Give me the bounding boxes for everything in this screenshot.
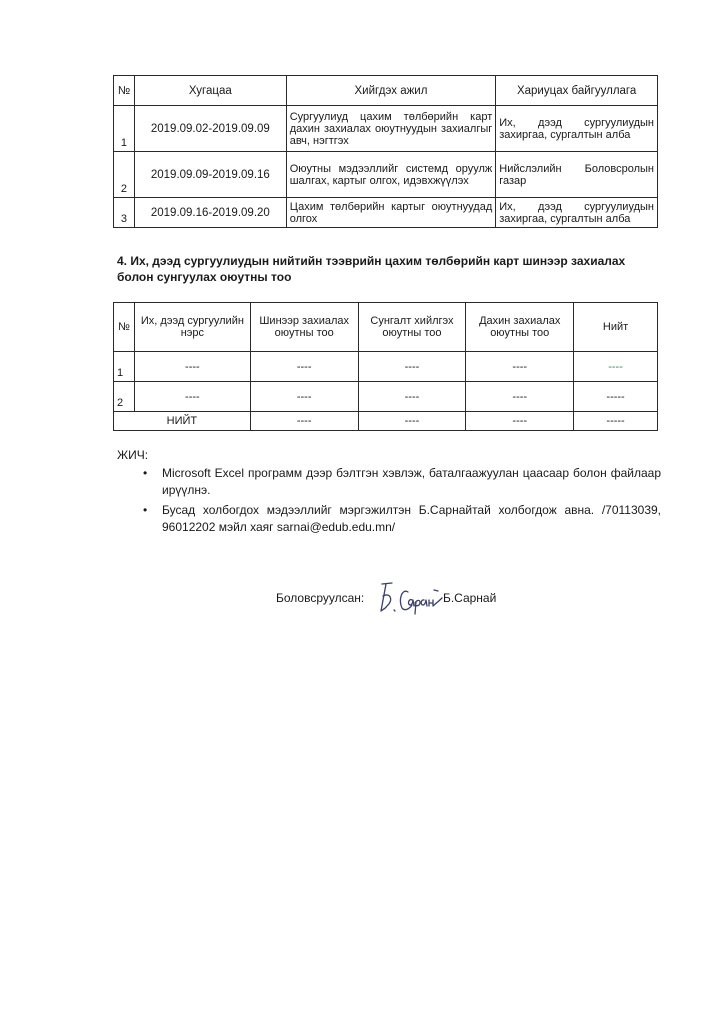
column-header: Их, дээд сургуулийн нэрс [134,303,250,352]
signature-line [276,578,496,618]
note-list [143,465,661,539]
school-cell: ---- [134,382,250,412]
column-header: № [114,76,135,106]
responsible-cell: Их, дээд сургуулиудын захиргаа, сургалтын алба [496,198,658,228]
column-header: № [114,303,135,352]
extend-count-cell: ---- [358,382,466,412]
list-item [143,465,661,499]
column-header: Нийт [574,303,658,352]
total-count-cell: ---- [574,352,658,382]
total-count-cell: ----- [574,382,658,412]
task-cell: Сургуулиуд цахим төлбөрийн карт дахин захиалах оюутнуудын захиалгыг авч, нэгтгэх [286,106,496,152]
note-text: Microsoft Excel программ дээр бэлтгэн хэвлэж, баталгаажуулан цаасаар болон файлаар ирүүлнэ. [162,466,661,497]
responsible-cell: Их, дээд сургуулиудын захиргаа, сургалтын алба [496,106,658,152]
new-count-cell: ---- [250,382,358,412]
school-cell: ---- [134,352,250,382]
schedule-table [113,75,658,228]
period-cell: 2019.09.02-2019.09.09 [134,106,286,152]
row-number: 3 [114,198,135,228]
row-number: 2 [114,152,135,198]
row-number: 2 [114,382,135,412]
reorder-count-cell: ---- [466,412,574,431]
student-count-table [113,302,658,431]
column-header: Хариуцах байгууллага [496,76,658,106]
note-text: Бусад холбогдох мэдээллийг мэргэжилтэн Б.Сарнайтай холбогдож авна. /70113039, 96012202 мэйл хаяг sarnai@edub.edu.mn/ [162,503,661,534]
extend-count-cell: ---- [358,412,466,431]
responsible-cell: Нийслэлийн Боловсролын газар [496,152,658,198]
table-row [114,198,658,228]
table-row [114,106,658,152]
note-label: ЖИЧ: [117,448,149,462]
period-cell: 2019.09.16-2019.09.20 [134,198,286,228]
table-row [114,382,658,412]
list-item [143,502,661,536]
task-cell: Цахим төлбөрийн картыг оюутнуудад олгох [286,198,496,228]
total-count-cell: ----- [574,412,658,431]
column-header: Дахин захиалах оюутны тоо [466,303,574,352]
table-row [114,152,658,198]
table-header-row [114,76,658,106]
table-header-row [114,303,658,352]
column-header: Шинээр захиалах оюутны тоо [250,303,358,352]
bullet: • [143,466,148,480]
total-label: НИЙТ [114,412,251,431]
total-row [114,412,658,431]
reorder-count-cell: ---- [466,382,574,412]
handwritten-signature [372,578,444,618]
task-cell: Оюутны мэдээллийг системд оруулж шалгах, картыг олгох, идэвхжүүлэх [286,152,496,198]
column-header: Сунгалт хийлгэх оюутны тоо [358,303,466,352]
row-number: 1 [114,106,135,152]
new-count-cell: ---- [250,412,358,431]
period-cell: 2019.09.09-2019.09.16 [134,152,286,198]
column-header: Хийгдэх ажил [286,76,496,106]
section-heading: 4. Их, дээд сургуулиудын нийтийн тээврийн цахим төлбөрийн карт шинээр захиалах болон сунгуулах оюутны тоо [117,254,626,284]
row-number: 1 [114,352,135,382]
reorder-count-cell: ---- [466,352,574,382]
column-header: Хугацаа [134,76,286,106]
new-count-cell: ---- [250,352,358,382]
preparer-name: Б.Сарнай [442,591,497,605]
prepared-by-label: Боловсруулсан: [276,591,365,605]
table-row [114,352,658,382]
extend-count-cell: ---- [358,352,466,382]
bullet: • [143,503,148,517]
